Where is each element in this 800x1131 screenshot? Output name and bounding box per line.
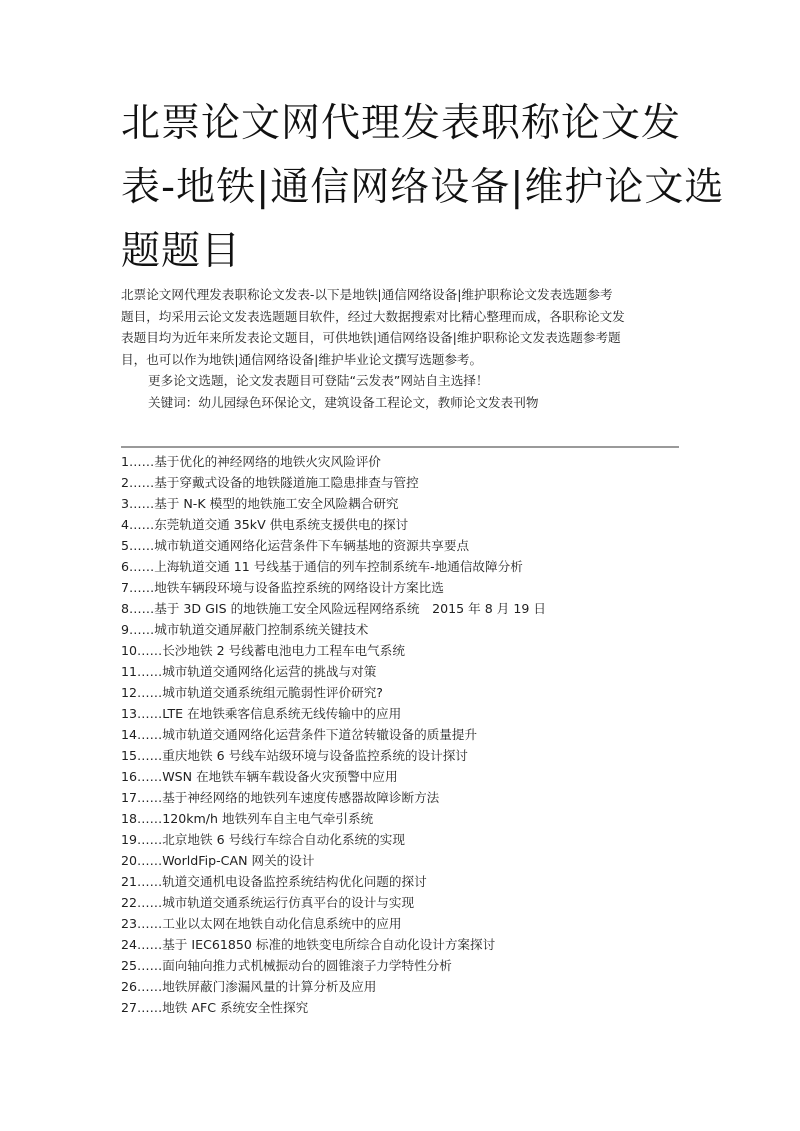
intro-paragraph <box>121 284 683 413</box>
topic-item[interactable]: 13……LTE 在地铁乘客信息系统无线传输中的应用 <box>121 706 402 721</box>
title-line: 表-地铁|通信网络设备|维护论文选 <box>121 165 725 210</box>
topic-item[interactable]: 1……基于优化的神经网络的地铁火灾风险评价 <box>121 454 381 469</box>
topic-item[interactable]: 21……轨道交通机电设备监控系统结构优化问题的探讨 <box>121 874 427 889</box>
topic-item[interactable]: 23……工业以太网在地铁自动化信息系统中的应用 <box>121 916 402 931</box>
intro-line: 表题目均为近年来所发表论文题目，可供地铁|通信网络设备|维护职称论文发表选题参考题 <box>121 330 621 345</box>
topic-item[interactable]: 18……120km/h 地铁列车自主电气牵引系统 <box>121 811 374 826</box>
topic-item[interactable]: 3……基于 N-K 模型的地铁施工安全风险耦合研究 <box>121 496 399 511</box>
topic-list <box>121 451 691 1018</box>
topic-item[interactable]: 27……地铁 AFC 系统安全性探究 <box>121 1000 309 1015</box>
topic-item[interactable]: 7……地铁车辆段环境与设备监控系统的网络设计方案比选 <box>121 580 444 595</box>
topic-item[interactable]: 25……面向轴向推力式机械振动台的圆锥滚子力学特性分析 <box>121 958 452 973</box>
topic-item[interactable]: 12……城市轨道交通系统组元脆弱性评价研究? <box>121 685 383 700</box>
topic-item[interactable]: 19……北京地铁 6 号线行车综合自动化系统的实现 <box>121 832 405 847</box>
keywords-line: 关键词：幼儿园绿色环保论文，建筑设备工程论文，教师论文发表刊物 <box>148 394 539 410</box>
more-topics-note: 更多论文选题，论文发表题目可登陆“云发表”网站自主选择！ <box>148 373 489 388</box>
topic-item[interactable]: 6……上海轨道交通 11 号线基于通信的列车控制系统车-地通信故障分析 <box>121 559 523 574</box>
divider <box>121 446 679 448</box>
topic-item[interactable]: 11……城市轨道交通网络化运营的挑战与对策 <box>121 664 377 679</box>
topic-item[interactable]: 2……基于穿戴式设备的地铁隧道施工隐患排查与管控 <box>121 475 419 490</box>
intro-line: 北票论文网代理发表职称论文发表-以下是地铁|通信网络设备|维护职称论文发表选题参考 <box>121 287 613 302</box>
topic-item[interactable]: 20……WorldFip-CAN 网关的设计 <box>121 853 315 868</box>
topic-item[interactable]: 14……城市轨道交通网络化运营条件下道岔转辙设备的质量提升 <box>121 727 478 742</box>
topic-item[interactable]: 24……基于 IEC61850 标准的地铁变电所综合自动化设计方案探讨 <box>121 937 496 952</box>
page-title <box>121 92 725 284</box>
topic-item[interactable]: 22……城市轨道交通系统运行仿真平台的设计与实现 <box>121 895 415 910</box>
intro-line: 题目，均采用云论文发表选题题目软件，经过大数据搜索对比精心整理而成，各职称论文发 <box>121 308 625 324</box>
topic-item[interactable]: 4……东莞轨道交通 35kV 供电系统支援供电的探讨 <box>121 517 409 532</box>
topic-item[interactable]: 10……长沙地铁 2 号线蓄电池电力工程车电气系统 <box>121 643 405 658</box>
topic-item[interactable]: 8……基于 3D GIS 的地铁施工安全风险远程网络系统 2015 年 8 月 19 日 <box>121 601 546 616</box>
topic-item[interactable]: 16……WSN 在地铁车辆车载设备火灾预警中应用 <box>121 769 398 784</box>
title-line: 题题目 <box>121 229 242 274</box>
topic-item[interactable]: 9……城市轨道交通屏蔽门控制系统关键技术 <box>121 622 369 637</box>
topic-item[interactable]: 5……城市轨道交通网络化运营条件下车辆基地的资源共享要点 <box>121 538 470 553</box>
topic-item[interactable]: 15……重庆地铁 6 号线车站级环境与设备监控系统的设计探讨 <box>121 748 468 763</box>
title-line: 北票论文网代理发表职称论文发 <box>121 101 682 146</box>
topic-item[interactable]: 17……基于神经网络的地铁列车速度传感器故障诊断方法 <box>121 790 440 805</box>
intro-line: 目，也可以作为地铁|通信网络设备|维护毕业论文撰写选题参考。 <box>121 351 483 367</box>
topic-item[interactable]: 26……地铁屏蔽门渗漏风量的计算分析及应用 <box>121 979 377 994</box>
